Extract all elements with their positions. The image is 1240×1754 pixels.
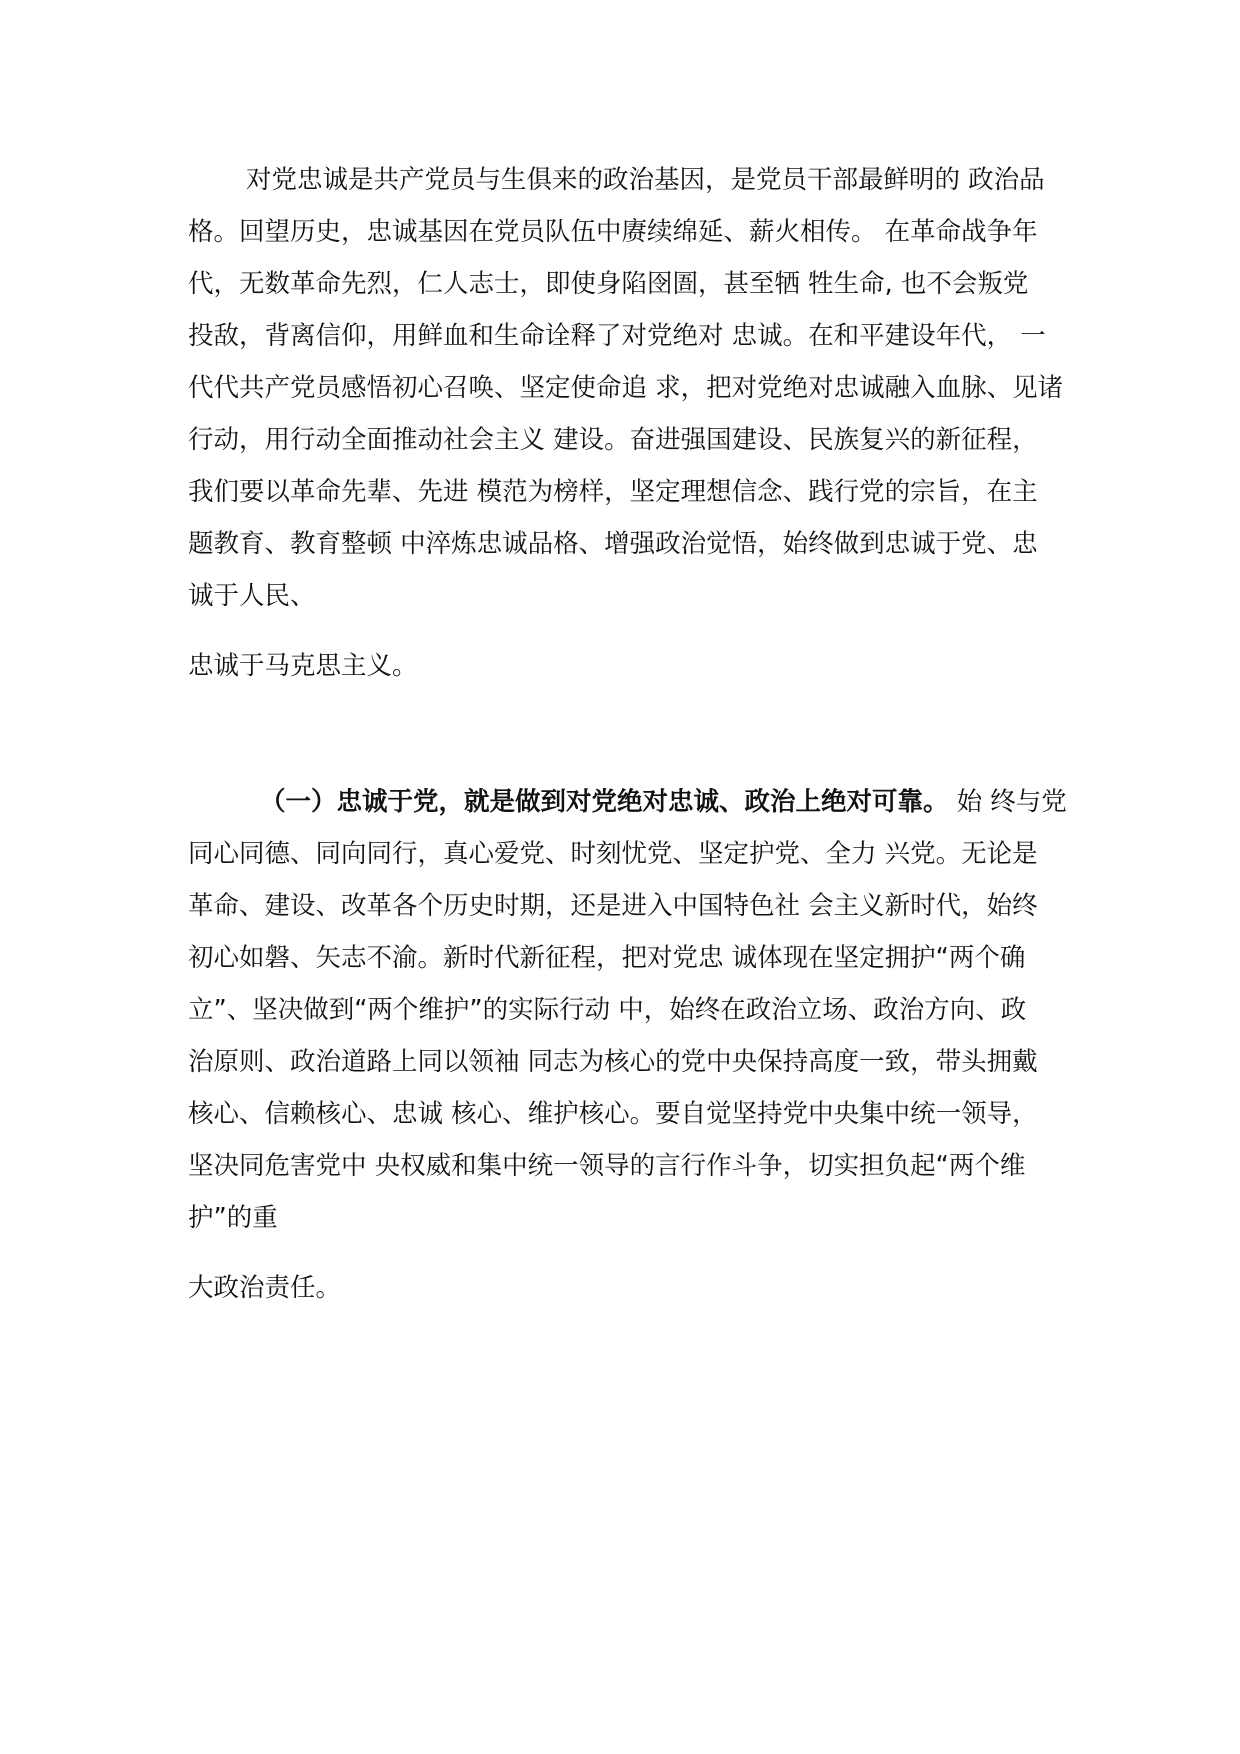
text-line: 忠诚于马克思主义。 bbox=[188, 651, 418, 681]
paragraph-loyalty-intro bbox=[188, 154, 1064, 622]
text-line: 代代共产党员感悟初心召唤、坚定使命追 求，把对党绝对忠诚融入血脉、见诸 bbox=[188, 373, 1064, 403]
text-line: 护”的重 bbox=[188, 1203, 278, 1233]
text-line: 投敌，背离信仰，用鲜血和生命诠释了对党绝对 忠诚。在和平建设年代， 一 bbox=[188, 321, 1046, 351]
paragraph-political-responsibility bbox=[188, 1262, 1056, 1314]
text-line: 初心如磐、矢志不渝。新时代新征程，把对党忠 诚体现在坚定拥护“两个确 bbox=[188, 943, 1026, 973]
text-line: 大政治责任。 bbox=[188, 1273, 342, 1303]
paragraph-marxism bbox=[188, 640, 1056, 692]
text-line: 行动，用行动全面推动社会主义 建设。奋进强国建设、民族复兴的新征程， bbox=[188, 425, 1038, 455]
text-fragment: 始 终与党 bbox=[948, 787, 1067, 817]
text-line: 格。回望历史，忠诚基因在党员队伍中赓续绵延、薪火相传。 在革命战争年 bbox=[188, 217, 1038, 247]
section-heading: （一）忠诚于党，就是做到对党绝对忠诚、政治上绝对可靠。 bbox=[260, 787, 949, 817]
text-line: 坚决同危害党中 央权威和集中统一领导的言行作斗争，切实担负起“两个维 bbox=[188, 1151, 1026, 1181]
text-line: 革命、建设、改革各个历史时期，还是进入中国特色社 会主义新时代，始终 bbox=[188, 891, 1038, 921]
text-line: 治原则、政治道路上同以领袖 同志为核心的党中央保持高度一致，带头拥戴 bbox=[188, 1047, 1038, 1077]
text-line: 诚于人民、 bbox=[188, 581, 316, 611]
paragraph-loyal-to-party bbox=[188, 776, 1067, 1244]
text-line: 对党忠诚是共产党员与生俱来的政治基因，是党员干部最鲜明的 政治品 bbox=[246, 165, 1045, 195]
text-line: 代，无数革命先烈，仁人志士，即使身陷囹圄，甚至牺 牲生命, 也不会叛党 bbox=[188, 269, 1029, 299]
section-heading-line bbox=[188, 776, 1067, 828]
text-line: 题教育、教育整顿 中淬炼忠诚品格、增强政治觉悟，始终做到忠诚于党、忠 bbox=[188, 529, 1038, 559]
text-line: 核心、信赖核心、忠诚 核心、维护核心。要自觉坚持党中央集中统一领导， bbox=[188, 1099, 1038, 1129]
text-line: 同心同德、同向同行，真心爱党、时刻忧党、坚定护党、全力 兴党。无论是 bbox=[188, 839, 1038, 869]
text-line: 我们要以革命先辈、先进 模范为榜样，坚定理想信念、践行党的宗旨，在主 bbox=[188, 477, 1038, 507]
text-line: 立”、坚决做到“两个维护”的实际行动 中，始终在政治立场、政治方向、政 bbox=[188, 995, 1027, 1025]
